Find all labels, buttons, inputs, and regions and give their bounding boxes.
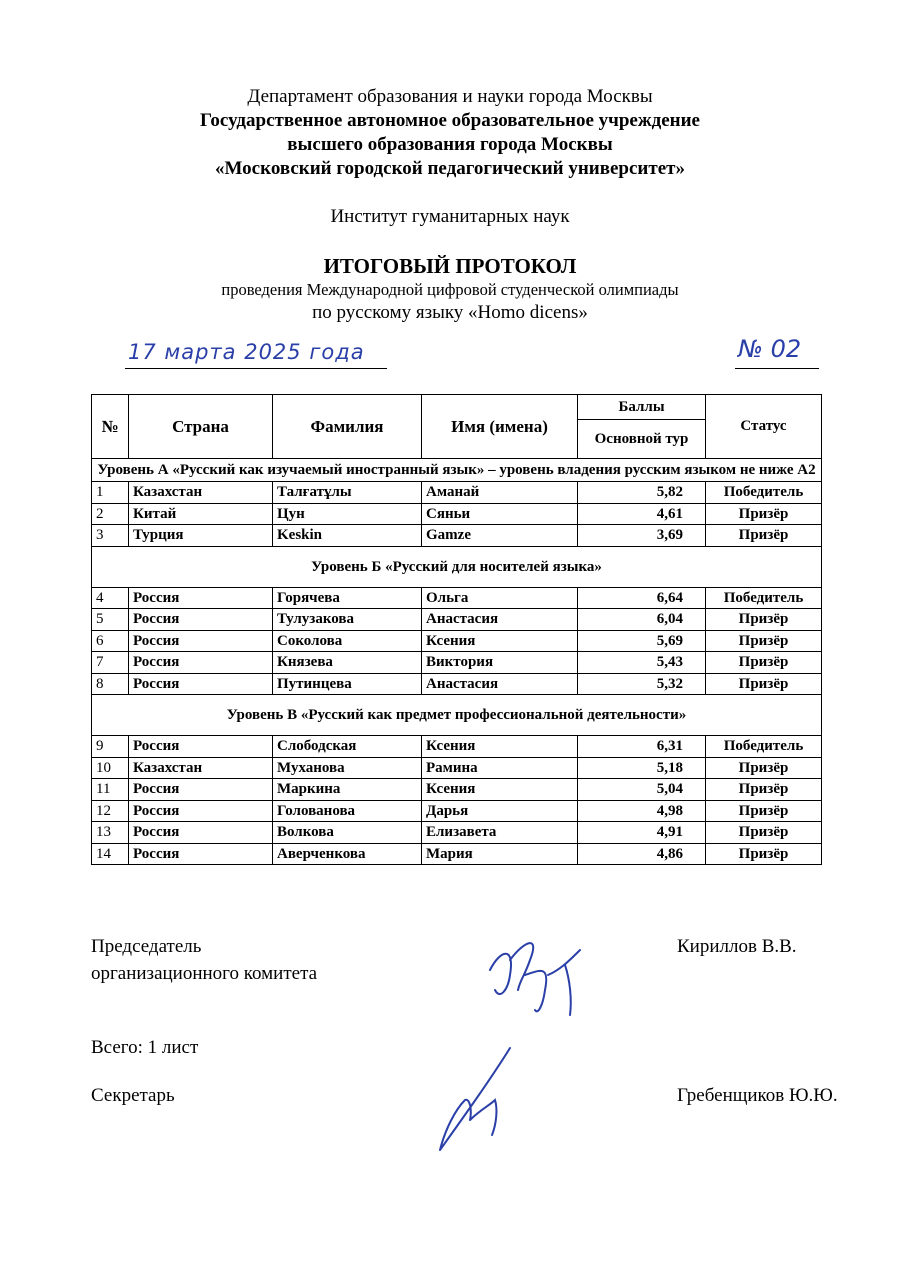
section-row <box>92 459 822 482</box>
cell-status: Призёр <box>706 843 822 865</box>
cell-surname: Голованова <box>273 800 422 822</box>
cell-score: 4,91 <box>578 822 706 844</box>
cell-country: Россия <box>129 843 273 865</box>
cell-score: 5,04 <box>578 779 706 801</box>
cell-status: Призёр <box>706 673 822 695</box>
cell-status: Призёр <box>706 525 822 547</box>
cell-status: Победитель <box>706 482 822 504</box>
table-body <box>92 459 822 865</box>
cell-status: Победитель <box>706 736 822 758</box>
cell-surname: Маркина <box>273 779 422 801</box>
cell-surname: Муханова <box>273 757 422 779</box>
cell-score: 4,61 <box>578 503 706 525</box>
header-main-round: Основной тур <box>578 420 706 459</box>
cell-country: Китай <box>129 503 273 525</box>
cell-status: Призёр <box>706 800 822 822</box>
number-underline <box>735 368 819 369</box>
organization-line-3: «Московский городской педагогический университет» <box>215 158 685 179</box>
cell-score: 5,32 <box>578 673 706 695</box>
document-title: ИТОГОВЫЙ ПРОТОКОЛ <box>323 254 577 278</box>
table-row <box>92 503 822 525</box>
handwritten-number: № 02 <box>738 335 802 363</box>
institute-name: Институт гуманитарных наук <box>330 206 570 227</box>
cell-surname: Аверченкова <box>273 843 422 865</box>
cell-score: 6,31 <box>578 736 706 758</box>
cell-country: Казахстан <box>129 757 273 779</box>
handwritten-date: 17 марта 2025 года <box>128 340 365 364</box>
cell-surname: Слободская <box>273 736 422 758</box>
cell-country: Россия <box>129 673 273 695</box>
department-name: Департамент образования и науки города Москвы <box>247 86 653 107</box>
cell-name: Gamze <box>422 525 578 547</box>
table-row <box>92 757 822 779</box>
cell-name: Сяньи <box>422 503 578 525</box>
section-title: Уровень А «Русский как изучаемый иностранный язык» – уровень владения русским языком не ниже А2 <box>92 459 822 482</box>
cell-surname: Соколова <box>273 630 422 652</box>
cell-score: 5,18 <box>578 757 706 779</box>
header-scores: Баллы <box>578 395 706 420</box>
cell-score: 6,04 <box>578 609 706 631</box>
secretary-title: Секретарь <box>91 1085 175 1106</box>
cell-num: 14 <box>92 843 129 865</box>
cell-name: Анастасия <box>422 673 578 695</box>
cell-name: Анастасия <box>422 609 578 631</box>
cell-name: Виктория <box>422 652 578 674</box>
cell-score: 3,69 <box>578 525 706 547</box>
header-status: Статус <box>706 395 822 459</box>
cell-country: Россия <box>129 779 273 801</box>
cell-score: 4,98 <box>578 800 706 822</box>
cell-status: Призёр <box>706 757 822 779</box>
cell-surname: Тулузакова <box>273 609 422 631</box>
cell-name: Ксения <box>422 779 578 801</box>
cell-country: Россия <box>129 630 273 652</box>
cell-country: Турция <box>129 525 273 547</box>
cell-num: 9 <box>92 736 129 758</box>
table-row <box>92 525 822 547</box>
cell-num: 6 <box>92 630 129 652</box>
cell-name: Елизавета <box>422 822 578 844</box>
cell-num: 2 <box>92 503 129 525</box>
cell-num: 3 <box>92 525 129 547</box>
table-row <box>92 652 822 674</box>
header-surname: Фамилия <box>273 395 422 459</box>
section-title: Уровень Б «Русский для носителей языка» <box>92 546 822 587</box>
cell-surname: Волкова <box>273 822 422 844</box>
secretary-signature <box>410 1040 530 1160</box>
cell-score: 5,82 <box>578 482 706 504</box>
header-country: Страна <box>129 395 273 459</box>
results-table <box>91 394 822 865</box>
cell-status: Призёр <box>706 630 822 652</box>
cell-num: 11 <box>92 779 129 801</box>
cell-country: Россия <box>129 652 273 674</box>
table-row <box>92 779 822 801</box>
cell-score: 6,64 <box>578 587 706 609</box>
cell-name: Аманай <box>422 482 578 504</box>
cell-score: 4,86 <box>578 843 706 865</box>
header-name: Имя (имена) <box>422 395 578 459</box>
cell-status: Призёр <box>706 779 822 801</box>
cell-name: Мария <box>422 843 578 865</box>
chair-signature <box>470 930 600 1030</box>
organization-line-2: высшего образования города Москвы <box>287 134 613 155</box>
cell-num: 13 <box>92 822 129 844</box>
document-subtitle-1: проведения Международной цифровой студенческой олимпиады <box>221 280 679 299</box>
cell-num: 4 <box>92 587 129 609</box>
cell-num: 7 <box>92 652 129 674</box>
cell-name: Рамина <box>422 757 578 779</box>
cell-name: Ксения <box>422 736 578 758</box>
cell-country: Россия <box>129 822 273 844</box>
cell-country: Россия <box>129 587 273 609</box>
cell-num: 12 <box>92 800 129 822</box>
cell-num: 5 <box>92 609 129 631</box>
cell-country: Казахстан <box>129 482 273 504</box>
date-underline <box>125 368 387 369</box>
cell-status: Призёр <box>706 652 822 674</box>
cell-status: Победитель <box>706 587 822 609</box>
table-row <box>92 822 822 844</box>
table-row <box>92 587 822 609</box>
section-row <box>92 546 822 587</box>
cell-name: Дарья <box>422 800 578 822</box>
cell-status: Призёр <box>706 822 822 844</box>
chair-title-line-2: организационного комитета <box>91 963 318 984</box>
cell-name: Ольга <box>422 587 578 609</box>
secretary-name: Гребенщиков Ю.Ю. <box>677 1085 838 1106</box>
table-row <box>92 843 822 865</box>
cell-score: 5,43 <box>578 652 706 674</box>
cell-surname: Путинцева <box>273 673 422 695</box>
cell-country: Россия <box>129 736 273 758</box>
table-row <box>92 800 822 822</box>
cell-country: Россия <box>129 800 273 822</box>
document-subtitle-2: по русскому языку «Homo dicens» <box>312 302 588 323</box>
table-row <box>92 482 822 504</box>
header-num: № <box>92 395 129 459</box>
section-row <box>92 695 822 736</box>
table-row <box>92 630 822 652</box>
cell-surname: Keskin <box>273 525 422 547</box>
section-title: Уровень В «Русский как предмет профессиональной деятельности» <box>92 695 822 736</box>
cell-status: Призёр <box>706 609 822 631</box>
cell-score: 5,69 <box>578 630 706 652</box>
cell-num: 8 <box>92 673 129 695</box>
cell-surname: Талғатұлы <box>273 482 422 504</box>
chair-title-line-1: Председатель <box>91 936 202 957</box>
chair-name: Кириллов В.В. <box>677 936 797 957</box>
cell-surname: Цун <box>273 503 422 525</box>
cell-country: Россия <box>129 609 273 631</box>
cell-surname: Князева <box>273 652 422 674</box>
cell-num: 1 <box>92 482 129 504</box>
cell-status: Призёр <box>706 503 822 525</box>
cell-num: 10 <box>92 757 129 779</box>
cell-name: Ксения <box>422 630 578 652</box>
table-row <box>92 736 822 758</box>
table-row <box>92 673 822 695</box>
organization-line-1: Государственное автономное образовательное учреждение <box>199 110 700 131</box>
total-sheets: Всего: 1 лист <box>91 1037 199 1058</box>
table-row <box>92 609 822 631</box>
cell-surname: Горячева <box>273 587 422 609</box>
